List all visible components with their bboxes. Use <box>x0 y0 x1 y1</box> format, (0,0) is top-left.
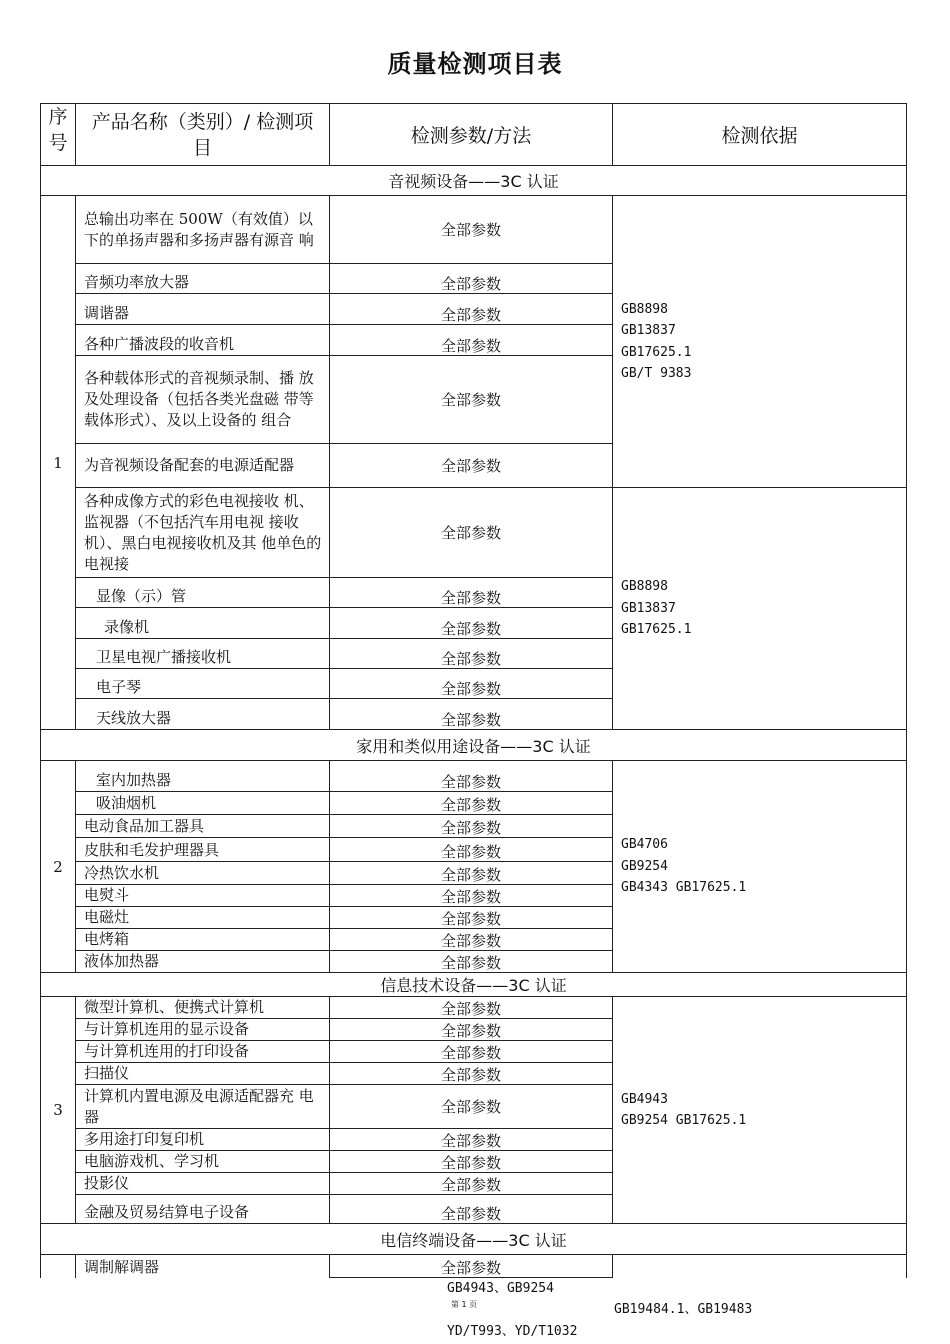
section-header <box>41 730 907 761</box>
item-params: 全部参数 <box>330 792 613 815</box>
basis-standard: GB/T 9383 <box>621 366 692 381</box>
item-name: 各种载体形式的音视频录制、播 放及处理设备（包括各类光盘磁 带等载体形式）、及以上设备的 组合 <box>76 356 330 444</box>
basis-standard: GB13837 <box>621 323 676 338</box>
item-params: 全部参数 <box>330 929 613 951</box>
item-params: 全部参数 <box>330 862 613 885</box>
footer-standards-3: YD/T993、YD/T1032 <box>447 1324 578 1339</box>
inspection-table <box>40 103 907 1278</box>
item-name: 调制解调器 <box>76 1255 330 1278</box>
table-row <box>41 196 907 264</box>
item-name: 录像机 <box>76 608 330 639</box>
basis-cell <box>613 488 907 730</box>
item-params: 全部参数 <box>330 444 613 488</box>
item-name: 室内加热器 <box>76 761 330 792</box>
table-row <box>41 997 907 1019</box>
item-params: 全部参数 <box>330 578 613 608</box>
item-params: 全部参数 <box>330 1129 613 1151</box>
item-params: 全部参数 <box>330 761 613 792</box>
row-seq <box>41 1255 76 1278</box>
section-header <box>41 166 907 196</box>
item-name: 电脑游戏机、学习机 <box>76 1151 330 1173</box>
item-params: 全部参数 <box>330 885 613 907</box>
item-params: 全部参数 <box>330 951 613 973</box>
item-name: 音频功率放大器 <box>76 264 330 294</box>
basis-standard: GB4943 <box>621 1091 668 1107</box>
basis-standard: GB8898 <box>621 579 668 595</box>
item-params: 全部参数 <box>330 1019 613 1041</box>
row-seq: 2 <box>41 761 76 973</box>
item-name: 卫星电视广播接收机 <box>76 639 330 669</box>
item-name: 扫描仪 <box>76 1063 330 1085</box>
item-params: 全部参数 <box>330 838 613 862</box>
basis-standard: GB4343 GB17625.1 <box>621 880 747 896</box>
basis-cell <box>613 997 907 1224</box>
basis-standard: GB4706 <box>621 837 668 853</box>
item-name: 金融及贸易结算电子设备 <box>76 1195 330 1224</box>
item-name: 与计算机连用的显示设备 <box>76 1019 330 1041</box>
basis-standard: GB17625.1 <box>621 344 692 360</box>
item-params: 全部参数 <box>330 1173 613 1195</box>
header-seq: 序号 <box>41 104 76 166</box>
item-name: 电烤箱 <box>76 929 330 951</box>
item-name: 各种成像方式的彩色电视接收 机、监视器（不包括汽车用电视 接收机）、黑白电视接收机及其 他单色的电视接 <box>76 488 330 578</box>
item-params: 全部参数 <box>330 699 613 730</box>
header-basis: 检测依据 <box>613 104 907 166</box>
item-name: 显像（示）管 <box>76 578 330 608</box>
section-header <box>41 1224 907 1255</box>
item-params: 全部参数 <box>330 356 613 444</box>
item-name: 计算机内置电源及电源适配器充 电器 <box>76 1085 330 1129</box>
item-name: 与计算机连用的打印设备 <box>76 1041 330 1063</box>
item-params: 全部参数 <box>330 815 613 838</box>
item-params: 全部参数 <box>330 997 613 1019</box>
item-name: 冷热饮水机 <box>76 862 330 885</box>
item-params: 全部参数 <box>330 1151 613 1173</box>
item-name: 总输出功率在 500W（有效值）以 下的单扬声器和多扬声器有源音 响 <box>76 196 330 264</box>
item-name: 液体加热器 <box>76 951 330 973</box>
item-name: 调谐器 <box>76 294 330 325</box>
item-params: 全部参数 <box>330 639 613 669</box>
footer-standards-1: GB4943、GB9254 <box>447 1281 554 1296</box>
item-params: 全部参数 <box>330 294 613 325</box>
header-name: 产品名称（类别）/ 检测项目 <box>76 104 330 166</box>
footer-standards-2: GB19484.1、GB19483 <box>614 1302 753 1317</box>
item-name: 多用途打印复印机 <box>76 1129 330 1151</box>
section-header <box>41 973 907 997</box>
item-params: 全部参数 <box>330 1085 613 1129</box>
item-name: 皮肤和毛发护理器具 <box>76 838 330 862</box>
item-name: 各种广播波段的收音机 <box>76 325 330 356</box>
section-title: 家用和类似用途设备——3C 认证 <box>41 730 907 761</box>
item-params: 全部参数 <box>330 669 613 699</box>
item-params: 全部参数 <box>330 907 613 929</box>
item-params: 全部参数 <box>330 1255 613 1278</box>
header-params: 检测参数/方法 <box>330 104 613 166</box>
basis-cell <box>613 761 907 973</box>
basis-standard: GB17625.1 <box>621 622 692 638</box>
basis-cell <box>613 1255 907 1278</box>
item-name: 吸油烟机 <box>76 792 330 815</box>
table-row <box>41 761 907 792</box>
item-params: 全部参数 <box>330 325 613 356</box>
row-seq: 3 <box>41 997 76 1224</box>
table-row <box>41 1255 907 1278</box>
page-title: 质量检测项目表 <box>387 50 563 78</box>
item-name: 电磁灶 <box>76 907 330 929</box>
table-row <box>41 488 907 578</box>
basis-cell <box>613 196 907 488</box>
basis-standard: GB9254 <box>621 858 668 874</box>
item-name: 微型计算机、便携式计算机 <box>76 997 330 1019</box>
section-title: 信息技术设备——3C 认证 <box>41 973 907 997</box>
item-params: 全部参数 <box>330 1195 613 1224</box>
item-params: 全部参数 <box>330 264 613 294</box>
item-name: 电熨斗 <box>76 885 330 907</box>
page-number: 第 1 页 <box>451 1300 478 1309</box>
header-row <box>41 104 907 166</box>
section-title: 电信终端设备——3C 认证 <box>41 1224 907 1255</box>
item-params: 全部参数 <box>330 488 613 578</box>
item-name: 投影仪 <box>76 1173 330 1195</box>
basis-standard: GB8898 <box>621 301 668 317</box>
item-params: 全部参数 <box>330 1063 613 1085</box>
item-name: 为音视频设备配套的电源适配器 <box>76 444 330 488</box>
item-params: 全部参数 <box>330 1041 613 1063</box>
basis-standard: GB9254 GB17625.1 <box>621 1113 747 1128</box>
item-name: 电子琴 <box>76 669 330 699</box>
item-params: 全部参数 <box>330 608 613 639</box>
basis-standard: GB13837 <box>621 600 676 616</box>
item-name: 电动食品加工器具 <box>76 815 330 838</box>
item-name: 天线放大器 <box>76 699 330 730</box>
section-title: 音视频设备——3C 认证 <box>41 166 907 196</box>
item-params: 全部参数 <box>330 196 613 264</box>
row-seq: 1 <box>41 196 76 730</box>
